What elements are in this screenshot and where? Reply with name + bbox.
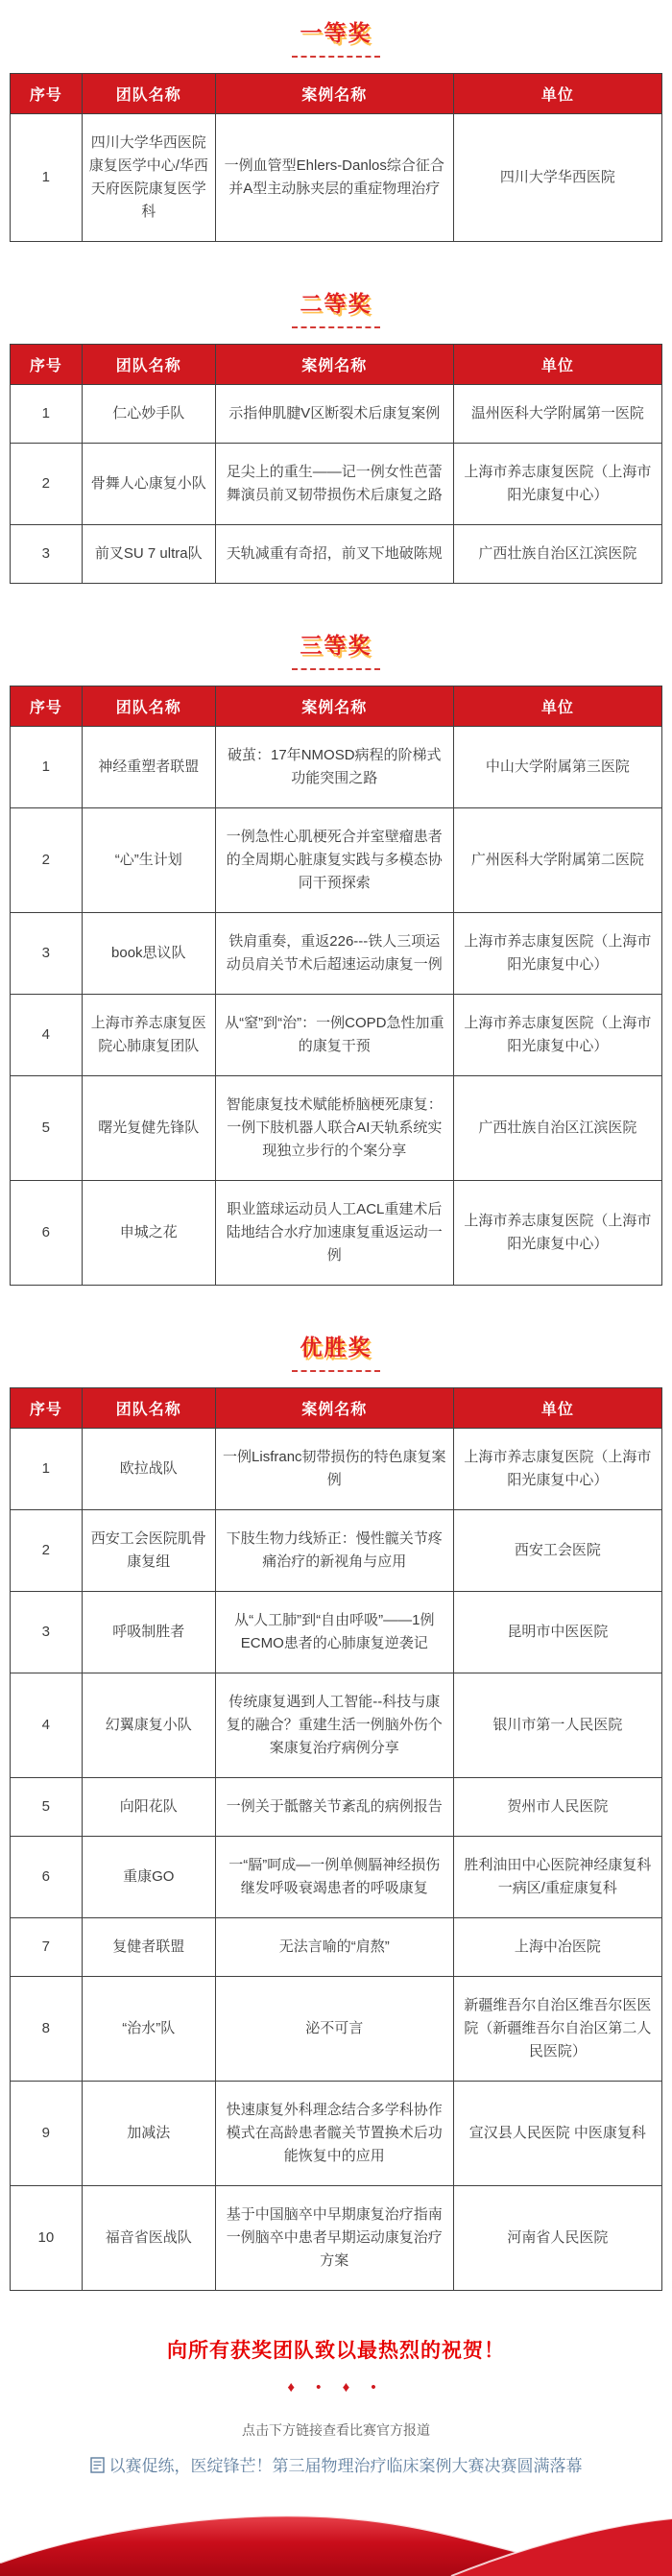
row-index: 10 (11, 2186, 83, 2291)
team-name: 曙光复健先锋队 (82, 1076, 215, 1181)
organization: 上海市养志康复医院（上海市阳光康复中心） (453, 1181, 661, 1286)
link-hint-text: 点击下方链接查看比赛官方报道 (242, 2422, 430, 2438)
column-header: 团队名称 (82, 345, 215, 385)
organization: 中山大学附属第三医院 (453, 727, 661, 808)
table-row (11, 1181, 662, 1286)
case-name: 天轨减重有奇招，前叉下地破陈规 (215, 525, 453, 584)
organization: 上海中冶医院 (453, 1918, 661, 1977)
column-header: 案例名称 (215, 686, 453, 727)
case-name: 无法言喻的“肩熬” (215, 1918, 453, 1977)
table-row (11, 913, 662, 995)
award-section-second-prize (0, 286, 672, 584)
table-row (11, 444, 662, 525)
column-header: 案例名称 (215, 74, 453, 114)
row-index: 4 (11, 995, 83, 1076)
team-name: 前叉SU 7 ultra队 (82, 525, 215, 584)
organization: 贺州市人民医院 (453, 1778, 661, 1837)
row-index: 9 (11, 2082, 83, 2186)
table-row (11, 995, 662, 1076)
column-header: 序号 (11, 74, 83, 114)
row-index: 6 (11, 1181, 83, 1286)
row-index: 5 (11, 1778, 83, 1837)
organization: 河南省人民医院 (453, 2186, 661, 2291)
award-table-second-prize (10, 344, 662, 584)
table-row (11, 1837, 662, 1918)
column-header: 单位 (453, 345, 661, 385)
section-title: 一等奖 (300, 20, 372, 45)
organization: 温州医科大学附属第一医院 (453, 385, 661, 444)
column-header: 序号 (11, 686, 83, 727)
dashed-divider (292, 56, 380, 58)
table-row (11, 385, 662, 444)
column-header: 单位 (453, 686, 661, 727)
organization: 上海市养志康复医院（上海市阳光康复中心） (453, 1429, 661, 1510)
case-name: 一“膈”呵成—一例单侧膈神经损伤继发呼吸衰竭患者的呼吸康复 (215, 1837, 453, 1918)
column-header: 团队名称 (82, 1388, 215, 1429)
row-index: 3 (11, 1592, 83, 1673)
case-name: 足尖上的重生——记一例女性芭蕾舞演员前叉韧带损伤术后康复之路 (215, 444, 453, 525)
dashed-divider (292, 668, 380, 670)
table-row (11, 1977, 662, 2082)
table-row (11, 1510, 662, 1592)
column-header: 单位 (453, 1388, 661, 1429)
column-header: 案例名称 (215, 1388, 453, 1429)
team-name: 福音省医战队 (82, 2186, 215, 2291)
table-row (11, 114, 662, 242)
team-name: 上海市养志康复医院心肺康复团队 (82, 995, 215, 1076)
row-index: 1 (11, 1429, 83, 1510)
column-header: 序号 (11, 1388, 83, 1429)
team-name: 向阳花队 (82, 1778, 215, 1837)
organization: 银川市第一人民医院 (453, 1673, 661, 1778)
section-title: 优胜奖 (300, 1335, 372, 1360)
team-name: 四川大学华西医院康复医学中心/华西天府医院康复医学科 (82, 114, 215, 242)
dashed-divider (292, 326, 380, 328)
organization: 上海市养志康复医院（上海市阳光康复中心） (453, 995, 661, 1076)
award-section-merit-prize (0, 1330, 672, 2291)
case-name: 传统康复遇到人工智能--科技与康复的融合？重建生活一例脑外伤个案康复治疗病例分享 (215, 1673, 453, 1778)
bottom-wave-decoration (0, 2495, 672, 2576)
table-row (11, 2082, 662, 2186)
header-row (11, 686, 662, 727)
team-name: 西安工会医院肌骨康复组 (82, 1510, 215, 1592)
team-name: 神经重塑者联盟 (82, 727, 215, 808)
row-index: 2 (11, 808, 83, 913)
case-name: 快速康复外科理念结合多学科协作模式在高龄患者髋关节置换术后功能恢复中的应用 (215, 2082, 453, 2186)
case-name: 一例血管型Ehlers-Danlos综合征合并A型主动脉夹层的重症物理治疗 (215, 114, 453, 242)
row-index: 3 (11, 913, 83, 995)
row-index: 6 (11, 1837, 83, 1918)
column-header: 案例名称 (215, 345, 453, 385)
table-row (11, 1778, 662, 1837)
row-index: 3 (11, 525, 83, 584)
row-index: 7 (11, 1918, 83, 1977)
case-name: 职业篮球运动员人工ACL重建术后陆地结合水疗加速康复重返运动一例 (215, 1181, 453, 1286)
header-row (11, 1388, 662, 1429)
column-header: 团队名称 (82, 74, 215, 114)
team-name: 仁心妙手队 (82, 385, 215, 444)
award-table-third-prize (10, 686, 662, 1286)
official-report-link-label: 以赛促练，医绽锋芒！第三届物理治疗临床案例大赛决赛圆满落幕 (108, 2457, 583, 2475)
organization: 上海市养志康复医院（上海市阳光康复中心） (453, 913, 661, 995)
diamond-divider: ♦ • ♦ • (287, 2379, 385, 2395)
organization: 胜利油田中心医院神经康复科一病区/重症康复科 (453, 1837, 661, 1918)
row-index: 1 (11, 385, 83, 444)
team-name: 欧拉战队 (82, 1429, 215, 1510)
organization: 昆明市中医医院 (453, 1592, 661, 1673)
case-name: 泌不可言 (215, 1977, 453, 2082)
case-name: 一例Lisfranc韧带损伤的特色康复案例 (215, 1429, 453, 1510)
table-row (11, 727, 662, 808)
section-title: 三等奖 (300, 633, 372, 658)
team-name: 幻翼康复小队 (82, 1673, 215, 1778)
header-row (11, 74, 662, 114)
award-table-merit-prize (10, 1387, 662, 2291)
team-name: 呼吸制胜者 (82, 1592, 215, 1673)
table-row (11, 1076, 662, 1181)
row-index: 2 (11, 444, 83, 525)
organization: 上海市养志康复医院（上海市阳光康复中心） (453, 444, 661, 525)
case-name: 一例急性心肌梗死合并室壁瘤患者的全周期心脏康复实践与多模态协同干预探索 (215, 808, 453, 913)
table-row (11, 808, 662, 913)
case-name: 下肢生物力线矫正：慢性髋关节疼痛治疗的新视角与应用 (215, 1510, 453, 1592)
organization: 西安工会医院 (453, 1510, 661, 1592)
case-name: 示指伸肌腱V区断裂术后康复案例 (215, 385, 453, 444)
team-name: 骨舞人心康复小队 (82, 444, 215, 525)
row-index: 5 (11, 1076, 83, 1181)
award-table-first-prize (10, 73, 662, 242)
case-name: 破茧：17年NMOSD病程的阶梯式功能突围之路 (215, 727, 453, 808)
team-name: book思议队 (82, 913, 215, 995)
congratulations-text: 向所有获奖团队致以最热烈的祝贺！ (167, 2340, 505, 2362)
team-name: 申城之花 (82, 1181, 215, 1286)
award-section-third-prize (0, 628, 672, 1286)
column-header: 团队名称 (82, 686, 215, 727)
row-index: 2 (11, 1510, 83, 1592)
document-icon (90, 2457, 105, 2478)
row-index: 1 (11, 727, 83, 808)
row-index: 1 (11, 114, 83, 242)
table-row (11, 1918, 662, 1977)
case-name: 铁肩重奏，重返226---铁人三项运动员肩关节术后超速运动康复一例 (215, 913, 453, 995)
case-name: 从“窒”到“治”：一例COPD急性加重的康复干预 (215, 995, 453, 1076)
row-index: 4 (11, 1673, 83, 1778)
team-name: “治水”队 (82, 1977, 215, 2082)
case-name: 从“人工肺”到“自由呼吸”——1例ECMO患者的心肺康复逆袭记 (215, 1592, 453, 1673)
table-row (11, 1592, 662, 1673)
team-name: 复健者联盟 (82, 1918, 215, 1977)
section-title: 二等奖 (300, 291, 372, 316)
organization: 广西壮族自治区江滨医院 (453, 525, 661, 584)
column-header: 单位 (453, 74, 661, 114)
team-name: 加减法 (82, 2082, 215, 2186)
column-header: 序号 (11, 345, 83, 385)
table-row (11, 1673, 662, 1778)
table-row (11, 525, 662, 584)
team-name: 重康GO (82, 1837, 215, 1918)
case-name: 智能康复技术赋能桥脑梗死康复：一例下肢机器人联合AI天轨系统实现独立步行的个案分享 (215, 1076, 453, 1181)
organization: 广西壮族自治区江滨医院 (453, 1076, 661, 1181)
case-name: 一例关于骶髂关节紊乱的病例报告 (215, 1778, 453, 1837)
case-name: 基于中国脑卒中早期康复治疗指南 一例脑卒中患者早期运动康复治疗方案 (215, 2186, 453, 2291)
organization: 宣汉县人民医院 中医康复科 (453, 2082, 661, 2186)
organization: 新疆维吾尔自治区维吾尔医医院（新疆维吾尔自治区第二人民医院） (453, 1977, 661, 2082)
table-row (11, 1429, 662, 1510)
table-row (11, 2186, 662, 2291)
row-index: 8 (11, 1977, 83, 2082)
award-section-first-prize (0, 15, 672, 242)
header-row (11, 345, 662, 385)
dashed-divider (292, 1370, 380, 1372)
organization: 广州医科大学附属第二医院 (453, 808, 661, 913)
official-report-link[interactable] (0, 2452, 672, 2478)
team-name: “心”生计划 (82, 808, 215, 913)
organization: 四川大学华西医院 (453, 114, 661, 242)
